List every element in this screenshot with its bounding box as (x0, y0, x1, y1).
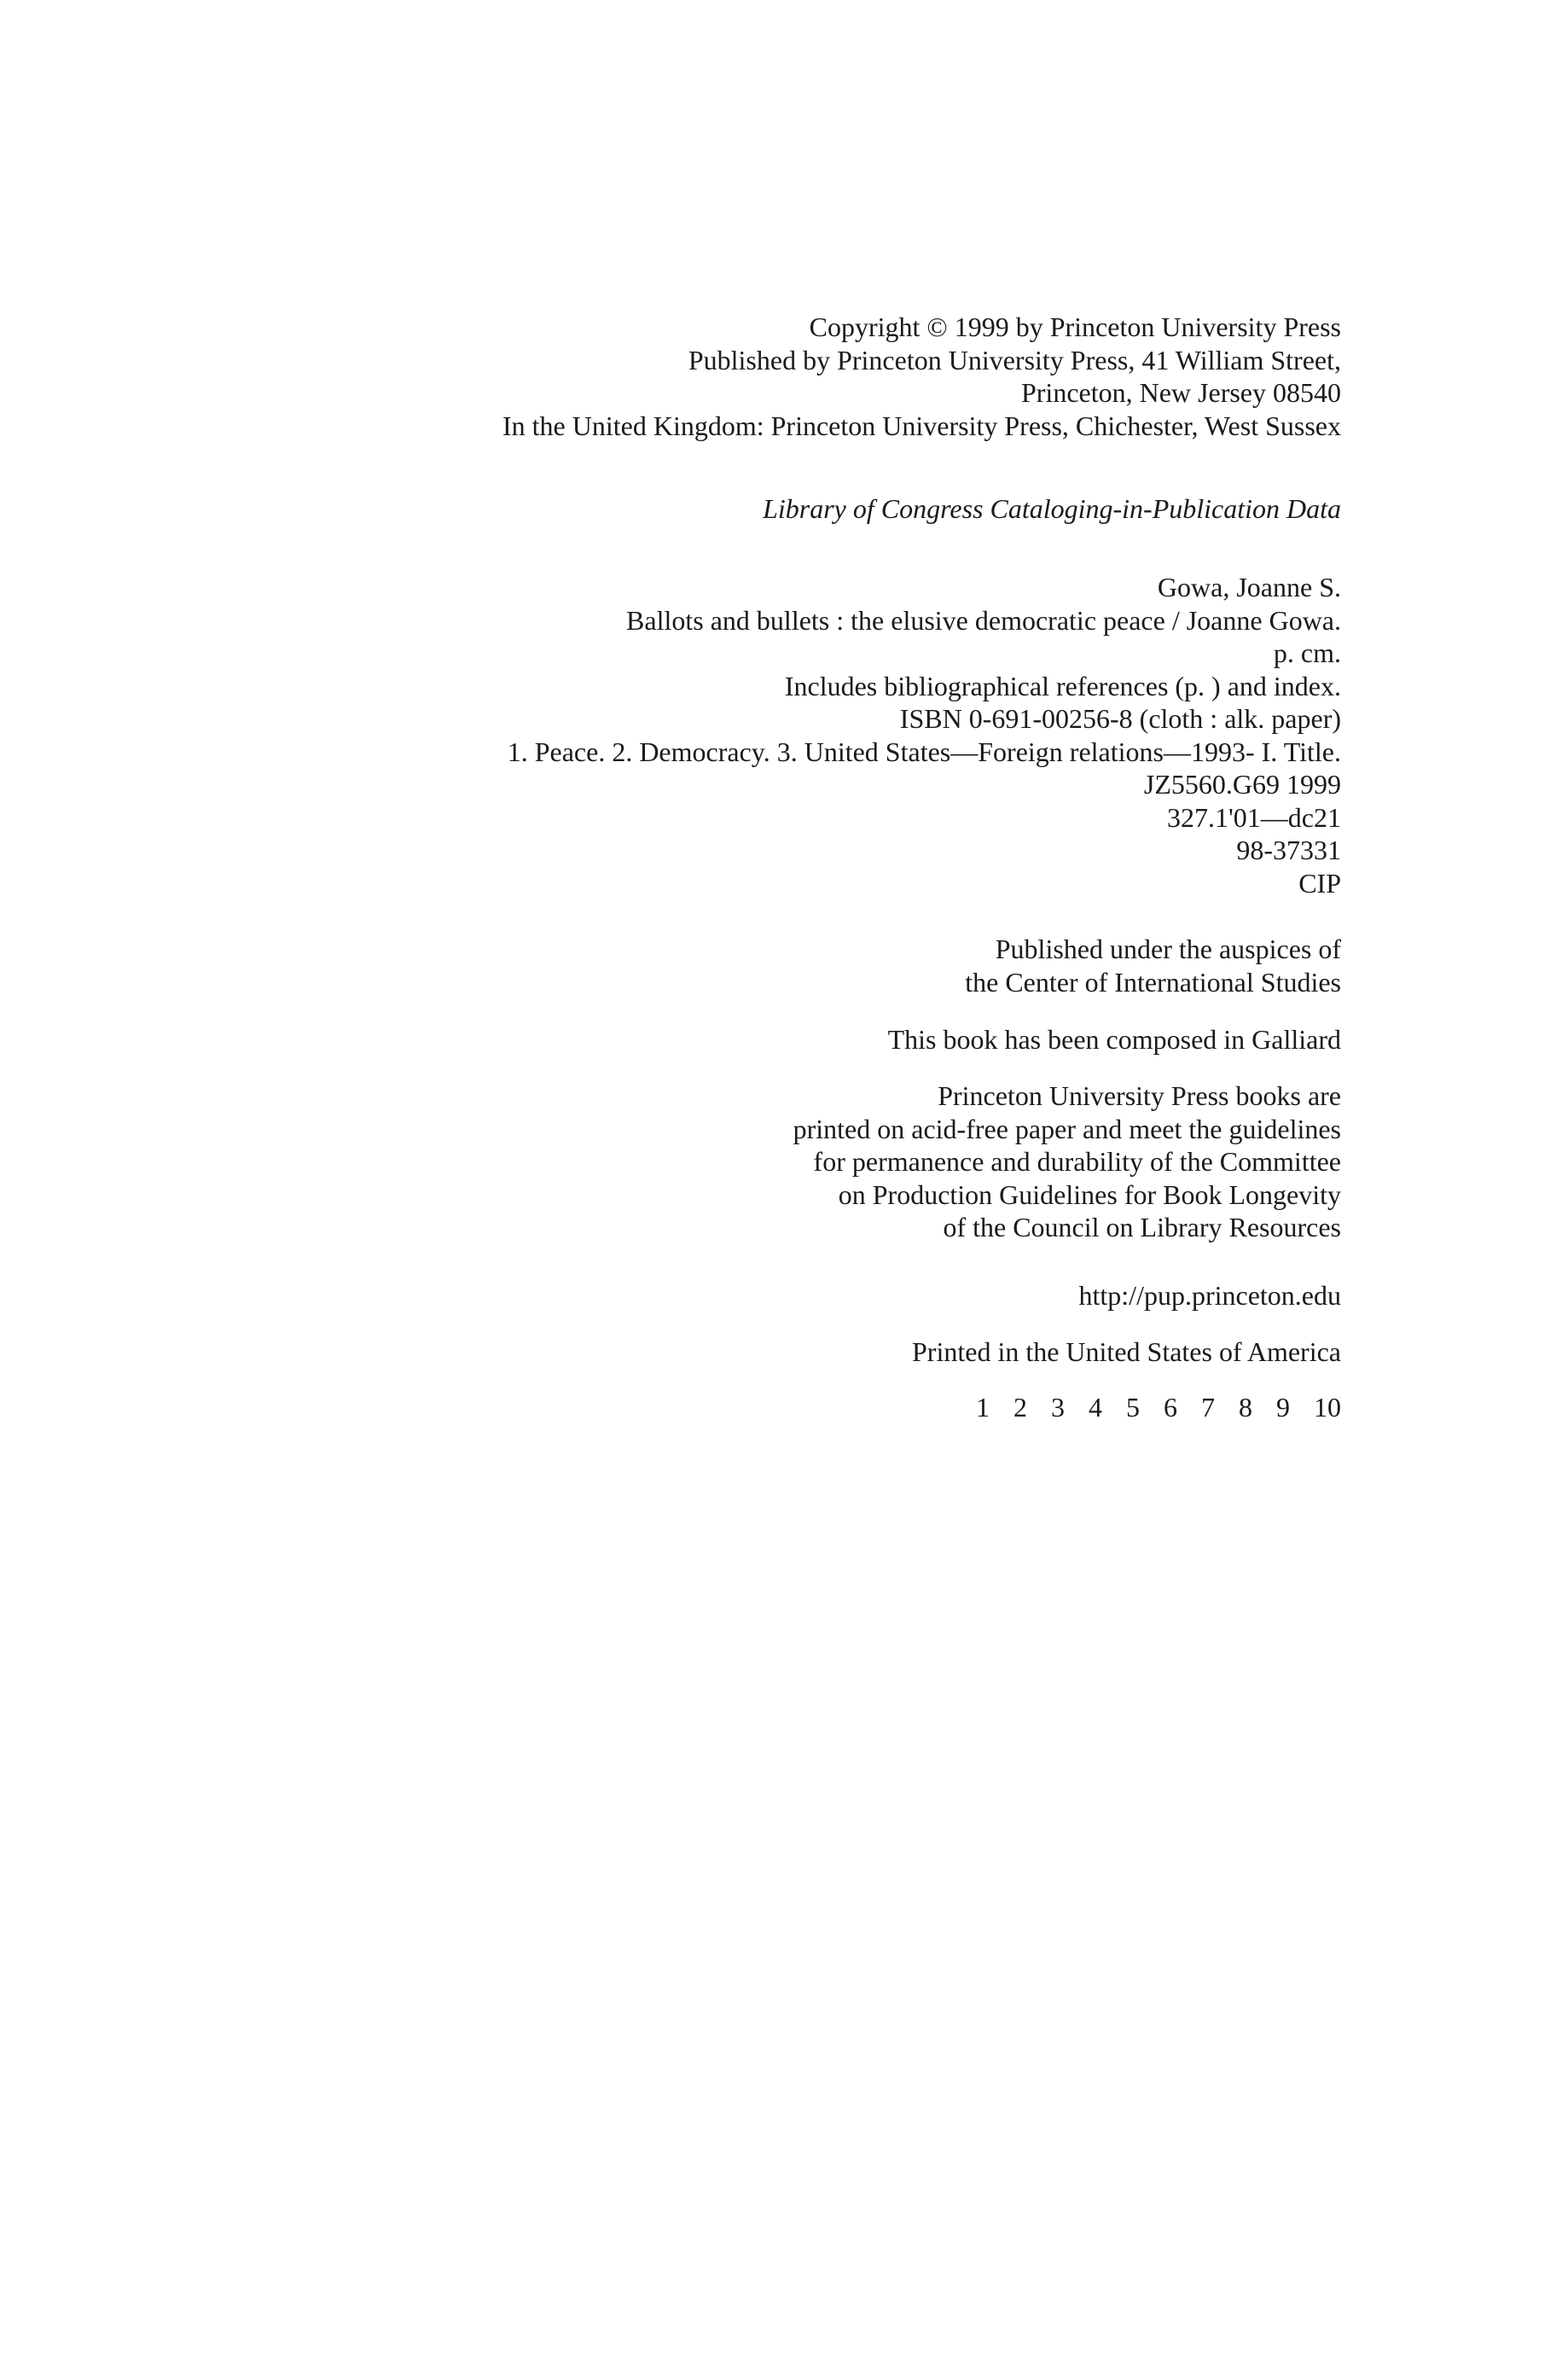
uk-publisher-line: In the United Kingdom: Princeton University Press, Chichester, West Sussex (502, 410, 1341, 441)
auspices-line: the Center of International Studies (965, 966, 1341, 998)
printing-number: 7 (1201, 1392, 1215, 1423)
printing-number: 6 (1164, 1392, 1177, 1423)
paper-note-line: on Production Guidelines for Book Longevity (838, 1178, 1341, 1210)
paper-note-line: printed on acid-free paper and meet the guidelines (793, 1113, 1341, 1144)
auspices-block (965, 933, 1341, 998)
publisher-address-line: Princeton, New Jersey 08540 (1020, 377, 1341, 408)
printing-line (976, 1391, 1341, 1424)
printing-number: 10 (1314, 1392, 1341, 1423)
cip-author: Gowa, Joanne S. (1157, 572, 1341, 602)
paper-note-line: Princeton University Press books are (938, 1080, 1341, 1111)
cip-block (508, 571, 1341, 899)
printing-number: 8 (1239, 1392, 1252, 1423)
cip-title: Ballots and bullets : the elusive democratic peace / Joanne Gowa. (626, 604, 1341, 636)
cip-dewey: 327.1'01—dc21 (1167, 801, 1341, 833)
cip-heading: Library of Congress Cataloging-in-Publication Data (763, 493, 1341, 524)
paper-note-line: for permanence and durability of the Committee (813, 1146, 1341, 1177)
paper-note-block (793, 1079, 1341, 1244)
cip-lccn: 98-37331 (1236, 835, 1341, 865)
cip-mark: CIP (1298, 867, 1341, 899)
printed-in-note: Printed in the United States of America (912, 1336, 1341, 1367)
printing-number: 1 (976, 1392, 990, 1423)
printing-number: 2 (1013, 1392, 1027, 1423)
publisher-line: Published by Princeton University Press, 41 William Street, (688, 344, 1341, 375)
composition-note: This book has been composed in Galliard (887, 1024, 1341, 1055)
website-url[interactable]: http://pup.princeton.edu (1078, 1280, 1341, 1311)
cip-bibliography: Includes bibliographical references (p. ) and index. (784, 670, 1341, 701)
copyright-block (502, 311, 1341, 442)
paper-note-line: of the Council on Library Resources (943, 1212, 1341, 1242)
cip-subjects: 1. Peace. 2. Democracy. 3. United States—Foreign relations—1993- I. Title. (507, 736, 1341, 767)
printing-number: 5 (1126, 1392, 1140, 1423)
cip-lc-class: JZ5560.G69 1999 (1143, 769, 1341, 800)
cip-pagination: p. cm. (1273, 637, 1341, 668)
printing-number: 9 (1276, 1392, 1290, 1423)
printing-number: 4 (1089, 1392, 1102, 1423)
cip-isbn: ISBN 0-691-00256-8 (cloth : alk. paper) (899, 703, 1341, 734)
copyright-line: Copyright © 1999 by Princeton University Press (809, 311, 1341, 342)
printing-number: 3 (1051, 1392, 1065, 1423)
auspices-line: Published under the auspices of (995, 934, 1341, 964)
